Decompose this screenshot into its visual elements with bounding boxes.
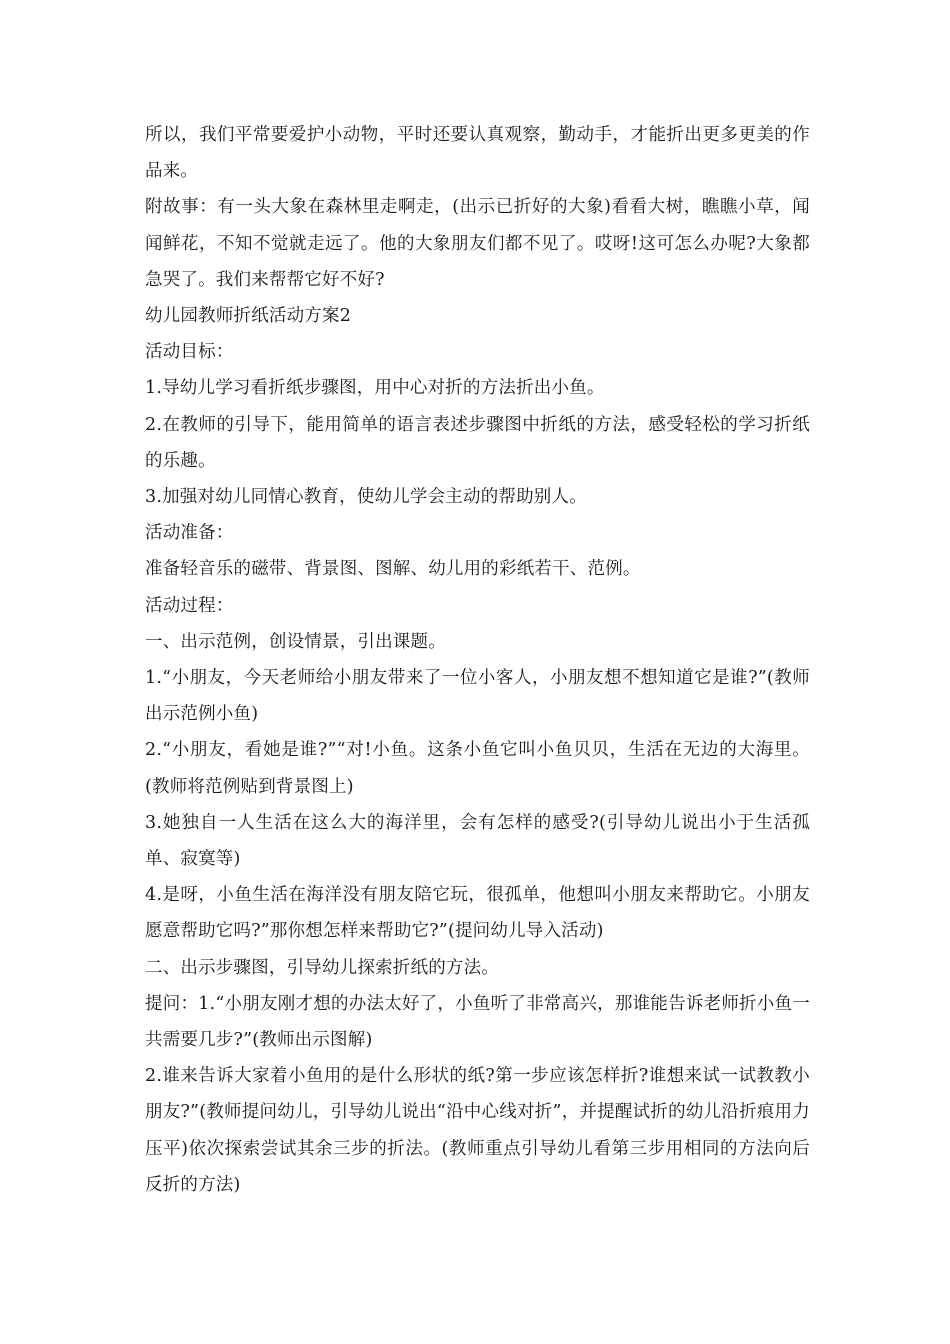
document-body (145, 117, 810, 1203)
process-step-2-heading: 二、出示步骤图，引导幼儿探索折纸的方法。 (145, 957, 499, 978)
goal-item-1: 1.导幼儿学习看折纸步骤图，用中心对折的方法折出小鱼。 (145, 378, 605, 399)
heading-goals: 活动目标： (145, 342, 234, 363)
question-item-1: 提问：1.“小朋友刚才想的办法太好了，小鱼听了非常高兴，那谁能告诉老师折小鱼一共需要几步?”(教师出示图解) (145, 993, 810, 1051)
question-item-2: 2.谁来告诉大家着小鱼用的是什么形状的纸?第一步应该怎样折?谁想来试一试教教小朋友?”(教师提问幼儿，引导幼儿说出“沿中心线对折”，并提醒试折的幼儿沿折痕用力压平)依次探索尝试其余三步的折法。(教师重点引导幼儿看第三步用相同的方法向后反折的方法) (145, 1066, 810, 1195)
process-item-3: 3.她独自一人生活在这么大的海洋里，会有怎样的感受?(引导幼儿说出小于生活孤单、寂寞等) (145, 812, 810, 870)
process-step-1-heading: 一、出示范例，创设情景，引出课题。 (145, 631, 446, 652)
process-item-1: 1.“小朋友，今天老师给小朋友带来了一位小客人，小朋友想不想知道它是谁?”(教师出示范例小鱼) (145, 668, 810, 725)
paragraph-conclusion: 所以，我们平常要爱护小动物，平时还要认真观察，勤动手，才能折出更多更美的作品来。 (145, 125, 810, 182)
process-item-4: 4.是呀，小鱼生活在海洋没有朋友陪它玩，很孤单，他想叫小朋友来帮助它。小朋友愿意帮助它吗?”那你想怎样来帮助它?”(提问幼儿导入活动) (145, 885, 810, 942)
goal-item-2: 2.在教师的引导下，能用简单的语言表述步骤图中折纸的方法，感受轻松的学习折纸的乐趣。 (145, 414, 810, 471)
process-item-2: 2.“小朋友，看她是谁?”“对!小鱼。这条小鱼它叫小鱼贝贝，生活在无边的大海里。(教师将范例贴到背景图上) (145, 740, 810, 797)
heading-preparation: 活动准备： (145, 523, 234, 544)
heading-process: 活动过程： (145, 595, 234, 616)
paragraph-story: 附故事：有一头大象在森林里走啊走，(出示已折好的大象)看看大树，瞧瞧小草，闻闻鲜花，不知不觉就走远了。他的大象朋友们都不见了。哎呀!这可怎么办呢?大象都急哭了。我们来帮帮它好不好? (145, 197, 810, 290)
section-title: 幼儿园教师折纸活动方案2 (145, 306, 352, 327)
preparation-text: 准备轻音乐的磁带、背景图、图解、幼儿用的彩纸若干、范例。 (145, 559, 641, 580)
goal-item-3: 3.加强对幼儿同情心教育，使幼儿学会主动的帮助别人。 (145, 487, 587, 508)
